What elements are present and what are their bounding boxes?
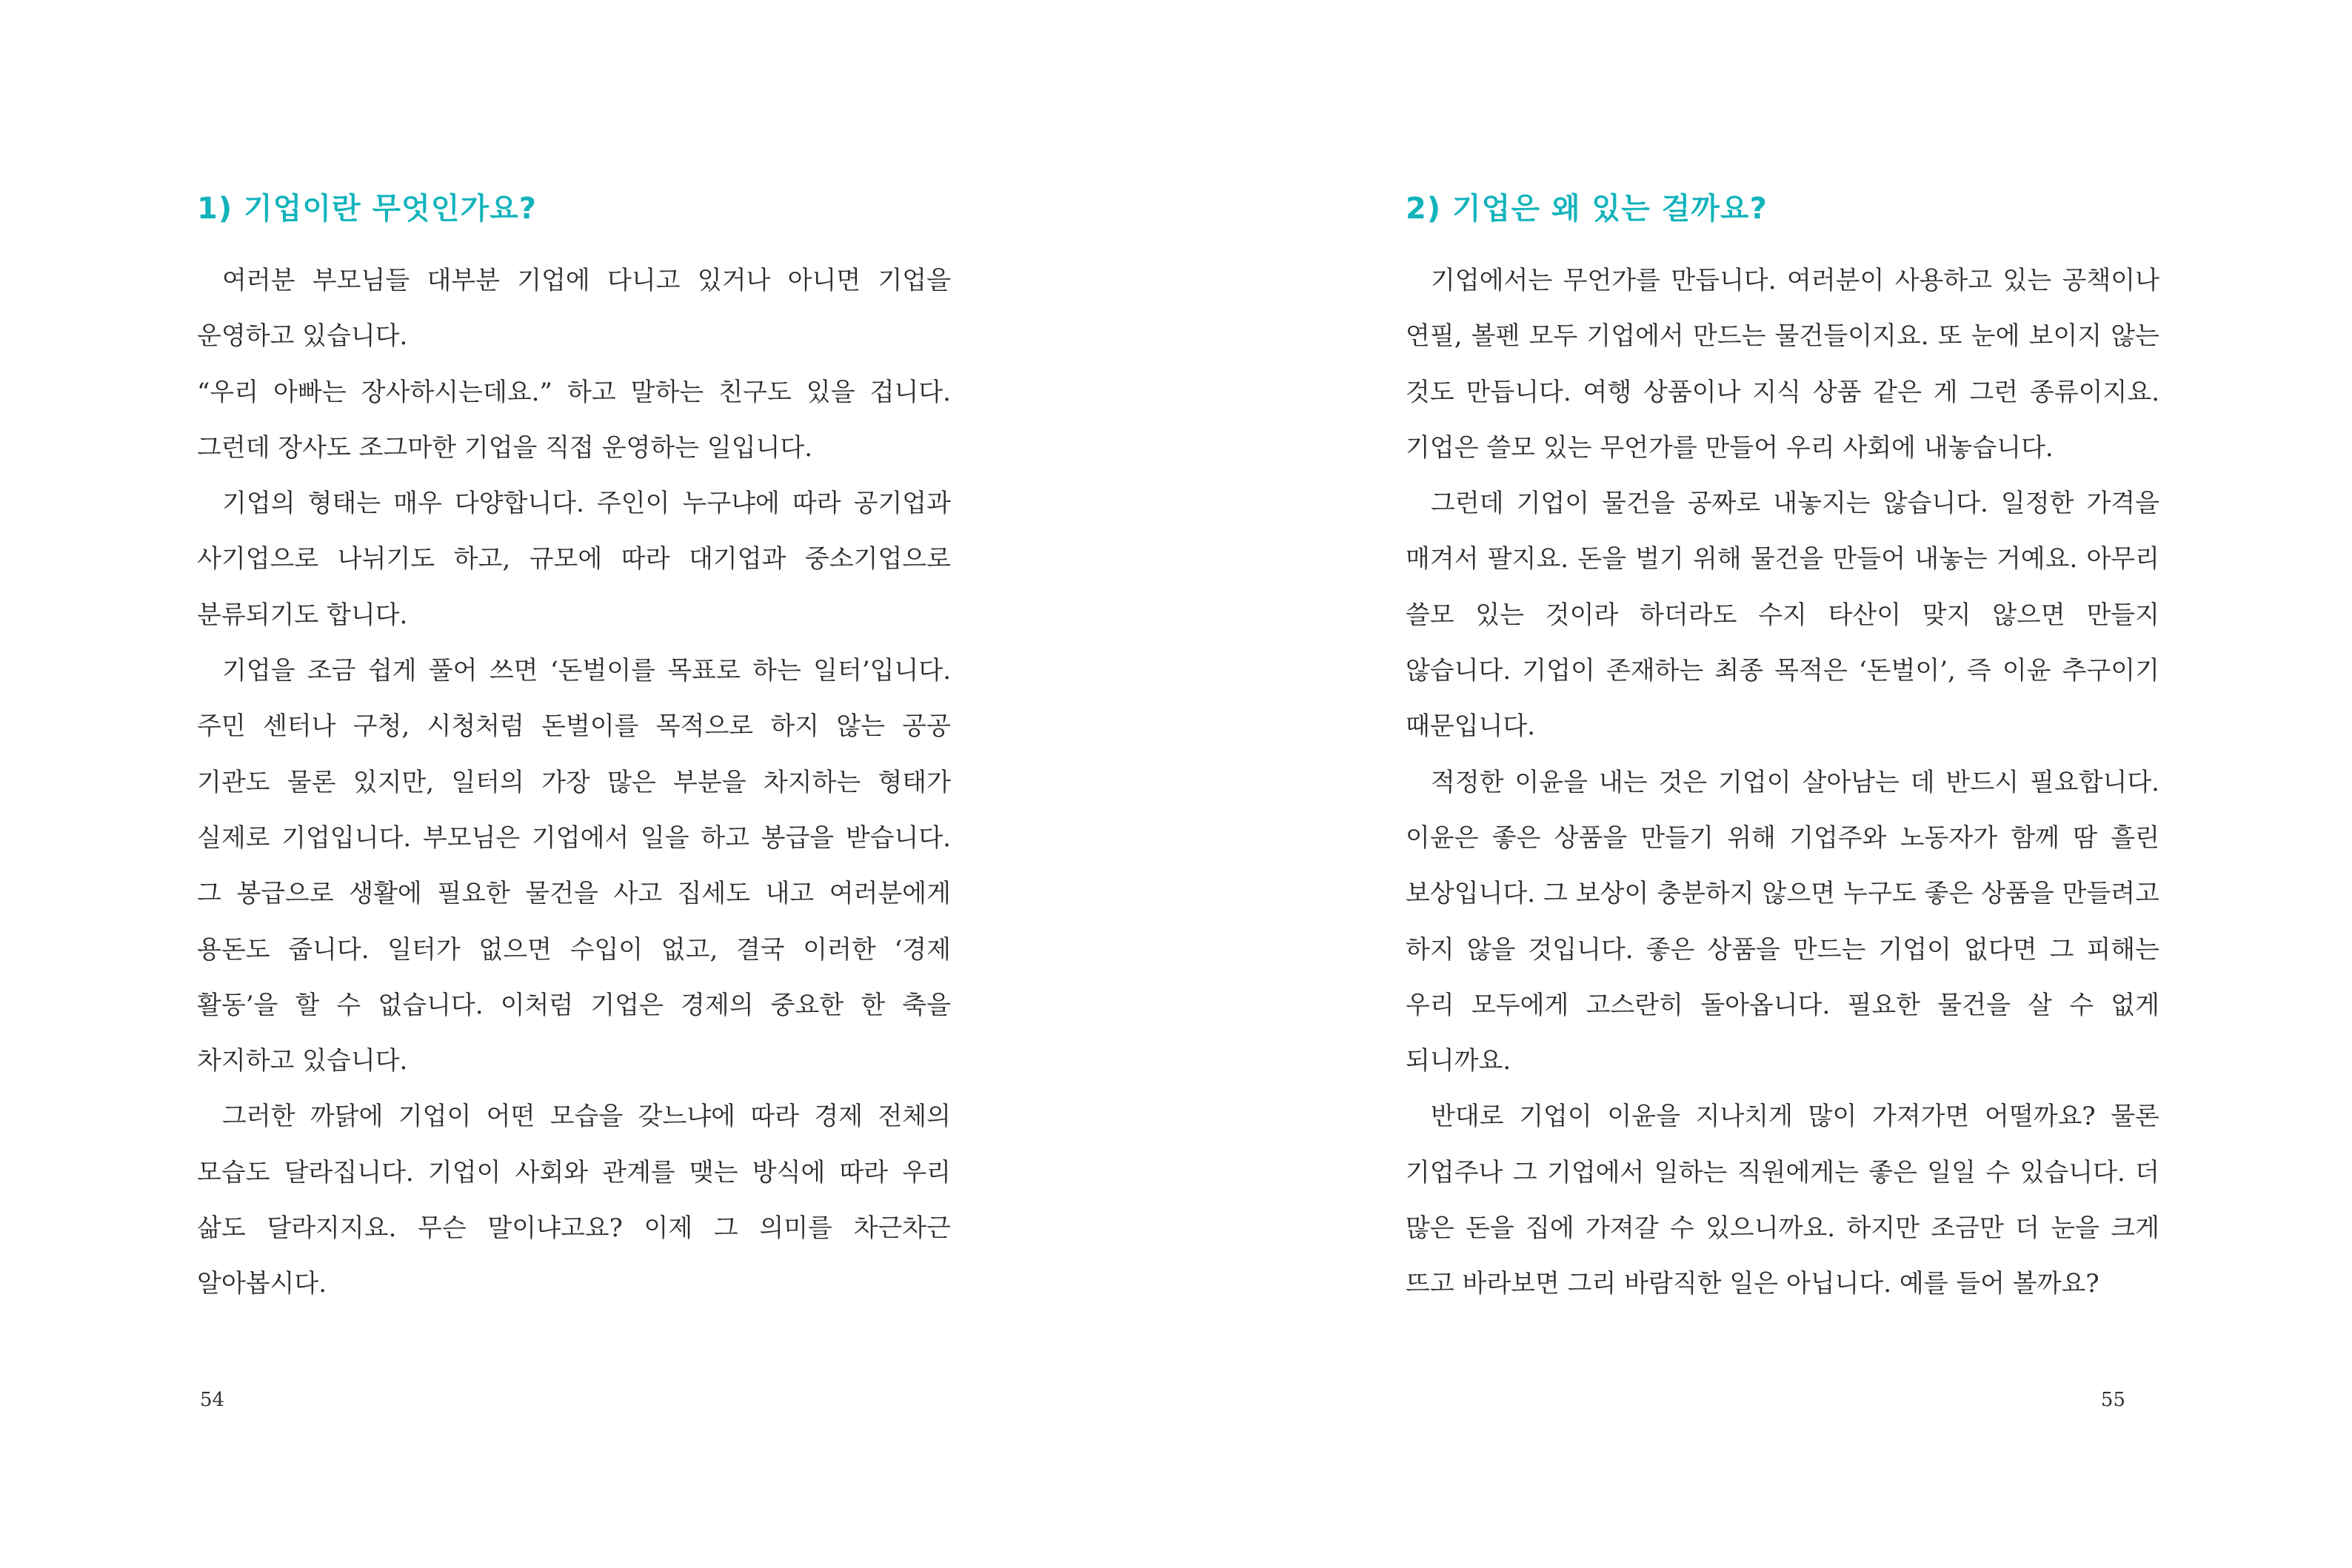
body-paragraph: 그러한 까닭에 기업이 어떤 모습을 갖느냐에 따라 경제 전체의 모습도 달라집니다. 기업이 사회와 관계를 맺는 방식에 따라 우리 삶도 달라지지요. 무슨 말이냐고요? 이제 그 의미를 차근차근 알아봅시다. — [197, 1102, 951, 1299]
body-paragraph: 반대로 기업이 이윤을 지나치게 많이 가져가면 어떨까요? 물론 기업주나 그 기업에서 일하는 직원에게는 좋은 일일 수 있습니다. 더 많은 돈을 집에 가져갈 수 있으니까요. 하지만 조금만 더 눈을 크게 뜨고 바라보면 그리 바람직한 일은 아닙니다. 예를 들어 볼까요? — [1406, 1102, 2159, 1299]
body-paragraph: “우리 아빠는 장사하시는데요.” 하고 말하는 친구도 있을 겁니다. 그런데 장사도 조그마한 기업을 직접 운영하는 일입니다. — [197, 377, 951, 463]
body-paragraph: 기업에서는 무언가를 만듭니다. 여러분이 사용하고 있는 공책이나 연필, 볼펜 모두 기업에서 만드는 물건들이지요. 또 눈에 보이지 않는 것도 만듭니다. 여행 상품이나 지식 상품 같은 게 그런 종류이지요. 기업은 쓸모 있는 무언가를 만들어 우리 사회에 내놓습니다. — [1406, 266, 2159, 463]
right-page — [1176, 0, 2352, 1568]
body-paragraph: 기업의 형태는 매우 다양합니다. 주인이 누구냐에 따라 공기업과 사기업으로 나뉘기도 하고, 규모에 따라 대기업과 중소기업으로 분류되기도 합니다. — [197, 489, 951, 630]
section-title-2: 2) 기업은 왜 있는 걸까요? — [1406, 192, 1768, 226]
right-page-column — [1406, 184, 2159, 1313]
section-title-1: 1) 기업이란 무엇인가요? — [197, 192, 537, 226]
left-page-column — [197, 184, 951, 1313]
body-paragraph: 여러분 부모님들 대부분 기업에 다니고 있거나 아니면 기업을 운영하고 있습니다. — [197, 266, 951, 352]
body-paragraph: 적정한 이윤을 내는 것은 기업이 살아남는 데 반드시 필요합니다. 이윤은 좋은 상품을 만들기 위해 기업주와 노동자가 함께 땀 흘린 보상입니다. 그 보상이 충분하지 않으면 누구도 좋은 상품을 만들려고 하지 않을 것입니다. 좋은 상품을 만드는 기업이 없다면 그 피해는 우리 모두에게 고스란히 돌아옵니다. 필요한 물건을 살 수 없게 되니까요. — [1406, 767, 2159, 1076]
body-paragraph: 기업을 조금 쉽게 풀어 쓰면 ‘돈벌이를 목표로 하는 일터’입니다. 주민 센터나 구청, 시청처럼 돈벌이를 목적으로 하지 않는 공공 기관도 물론 있지만, 일터의 가장 많은 부분을 차지하는 형태가 실제로 기업입니다. 부모님은 기업에서 일을 하고 봉급을 받습니다. 그 봉급으로 생활에 필요한 물건을 사고 집세도 내고 여러분에게 용돈도 줍니다. 일터가 없으면 수입이 없고, 결국 이러한 ‘경제 활동’을 할 수 없습니다. 이처럼 기업은 경제의 중요한 한 축을 차지하고 있습니다. — [197, 656, 951, 1076]
page-number-right: 55 — [2100, 1389, 2125, 1411]
page-number-left: 54 — [200, 1389, 225, 1411]
body-paragraph: 그런데 기업이 물건을 공짜로 내놓지는 않습니다. 일정한 가격을 매겨서 팔지요. 돈을 벌기 위해 물건을 만들어 내놓는 거예요. 아무리 쓸모 있는 것이라 하더라도 수지 타산이 맞지 않으면 만들지 않습니다. 기업이 존재하는 최종 목적은 ‘돈벌이’, 즉 이윤 추구이기 때문입니다. — [1406, 489, 2159, 742]
